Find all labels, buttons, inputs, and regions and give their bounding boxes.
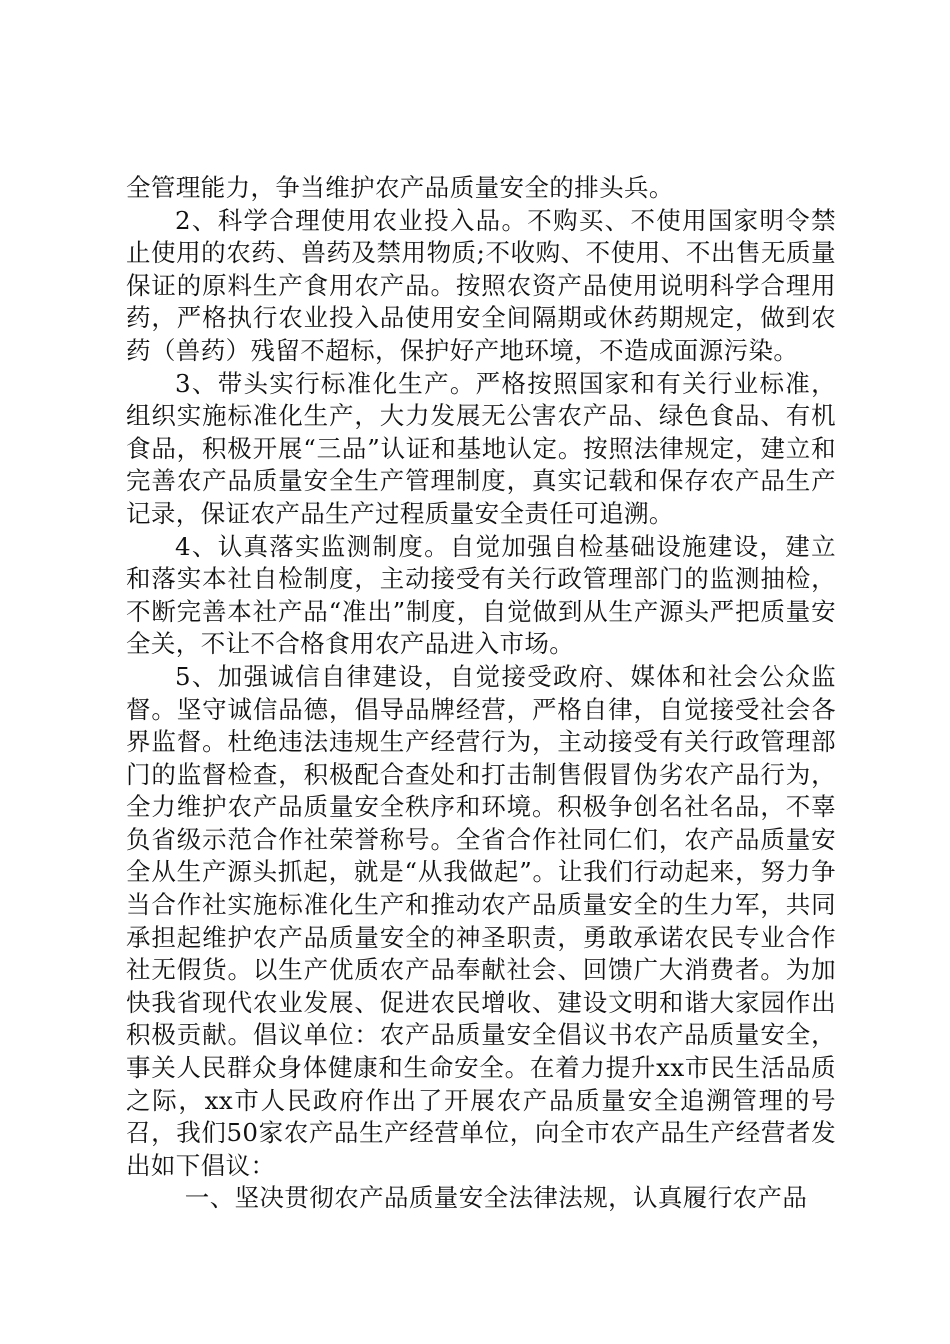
- paragraph-proposal-1: 一、坚决贯彻农产品质量安全法律法规，认真履行农产品: [184, 1183, 808, 1213]
- paragraph-item-5: 5、加强诚信自律建设，自觉接受政府、媒体和社会公众监督。坚守诚信品德，倡导品牌经营，严格自律，自觉接受社会各界监督。杜绝违法违规生产经营行为，主动接受有关行政管理部门的监督检查，积极配合查处和打击制售假冒伪劣农产品行为，全力维护农产品质量安全秩序和环境。积极争创名社名品，不辜负省级示范合作社荣誉称号。全省合作社同仁们，农产品质量安全从生产源头抓起，就是“从我做起”。让我们行动起来，努力争当合作社实施标准化生产和推动农产品质量安全的生力军，共同承担起维护农产品质量安全的神圣职责，勇敢承诺农民专业合作社无假货。以生产优质农产品奉献社会、回馈广大消费者。为加快我省现代农业发展、促进农民增收、建设文明和谐大家园作出积极贡献。倡议单位：农产品质量安全倡议书农产品质量安全，事关人民群众身体健康和生命安全。在着力提升xx市民生活品质之际，xx市人民政府作出了开展农产品质量安全追溯管理的号召，我们50家农产品生产经营单位，向全市农产品生产经营者发出如下倡议：: [126, 661, 836, 1180]
- paragraph-item-3: 3、带头实行标准化生产。严格按照国家和有关行业标准，组织实施标准化生产，大力发展无公害农产品、绿色食品、有机食品，积极开展“三品”认证和基地认定。按照法律规定，建立和完善农产品质量安全生产管理制度，真实记载和保存农产品生产记录，保证农产品生产过程质量安全责任可追溯。: [126, 368, 836, 528]
- paragraph-continuation: 全管理能力，争当维护农产品质量安全的排头兵。: [126, 173, 674, 202]
- paragraph-item-4: 4、认真落实监测制度。自觉加强自检基础设施建设，建立和落实本社自检制度，主动接受有关行政管理部门的监测抽检，不断完善本社产品“准出”制度，自觉做到从生产源头严把质量安全关，不让不合格食用农产品进入市场。: [126, 531, 836, 659]
- paragraph-item-2: 2、科学合理使用农业投入品。不购买、不使用国家明令禁止使用的农药、兽药及禁用物质;不收购、不使用、不出售无质量保证的原料生产食用农产品。按照农资产品使用说明科学合理用药，严格执行农业投入品使用安全间隔期或休药期规定，做到农药（兽药）残留不超标，保护好产地环境，不造成面源污染。: [126, 205, 836, 365]
- document-body: [126, 172, 836, 1215]
